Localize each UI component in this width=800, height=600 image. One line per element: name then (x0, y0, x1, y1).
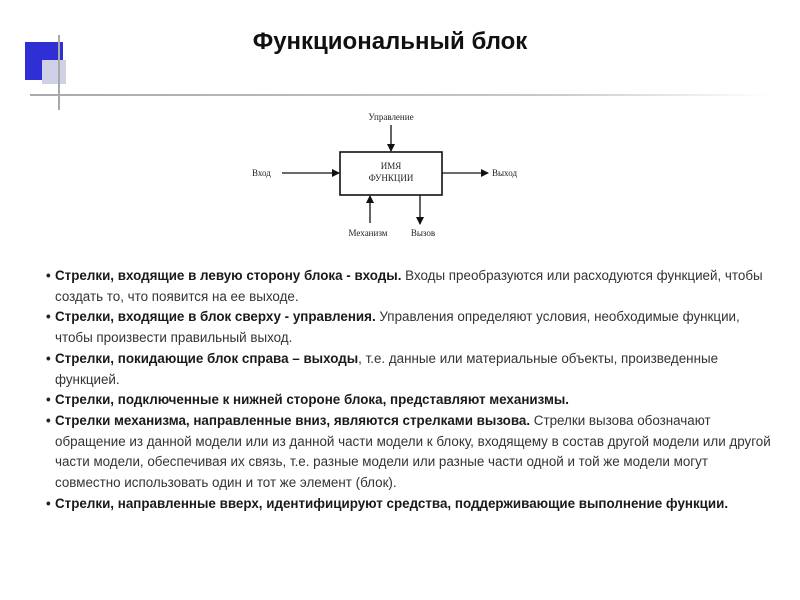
decorative-horizontal-line (30, 94, 770, 96)
bullet-item (46, 307, 776, 348)
bullet-bold: Стрелки механизма, направленные вниз, являются стрелками вызова. (55, 412, 531, 428)
diagram-svg (230, 105, 550, 245)
bullet-bold: Стрелки, входящие в левую сторону блока - входы. (55, 268, 402, 283)
function-block-diagram (230, 105, 550, 245)
slide-title: Функциональный блок (252, 28, 528, 55)
function-name-line1: ИМЯ (380, 161, 402, 171)
mechanism-label: Механизм (348, 228, 388, 238)
bullet-text: Входы преобразуются или расходуются функцией, чтобы создать то, что появится на ее выходе. (55, 268, 763, 304)
control-label: Управление (368, 112, 414, 122)
function-name-line2: ФУНКЦИИ (368, 173, 414, 183)
bullet-text: Стрелки вызова обозначают обращение из данной модели или из данной части модели к блоку, входящему в состав другой модели или другой части модели, обеспечивая их связь, т.е. разные модели или разные части одной и той же модели могут совместно использовать один и тот же элемент (блок). (55, 412, 771, 491)
decorative-gray-square (42, 60, 66, 84)
bullet-item (46, 349, 776, 390)
bullet-bold: Стрелки, направленные вверх, идентифицируют средства, поддерживающие выполнение функции. (55, 495, 729, 511)
bullet-bold: Стрелки, подключенные к нижней стороне блока, представляют механизмы. (55, 392, 570, 408)
bullet-bold: Стрелки, покидающие блок справа – выходы (55, 350, 359, 366)
input-label: Вход (252, 168, 271, 178)
call-label: Вызов (410, 228, 436, 238)
output-label: Выход (492, 168, 518, 178)
bullet-list (46, 266, 776, 514)
bullet-item (46, 266, 776, 307)
bullet-item (46, 390, 776, 411)
bullet-item (46, 494, 776, 515)
bullet-text: , т.е. данные или материальные объекты, произведенные функцией. (55, 350, 719, 387)
bullet-item (46, 411, 776, 494)
bullet-text: Управления определяют условия, необходимые функции, чтобы произвести правильный выход. (55, 309, 740, 346)
bullet-bold: Стрелки, входящие в блок сверху - управления. (55, 309, 376, 325)
